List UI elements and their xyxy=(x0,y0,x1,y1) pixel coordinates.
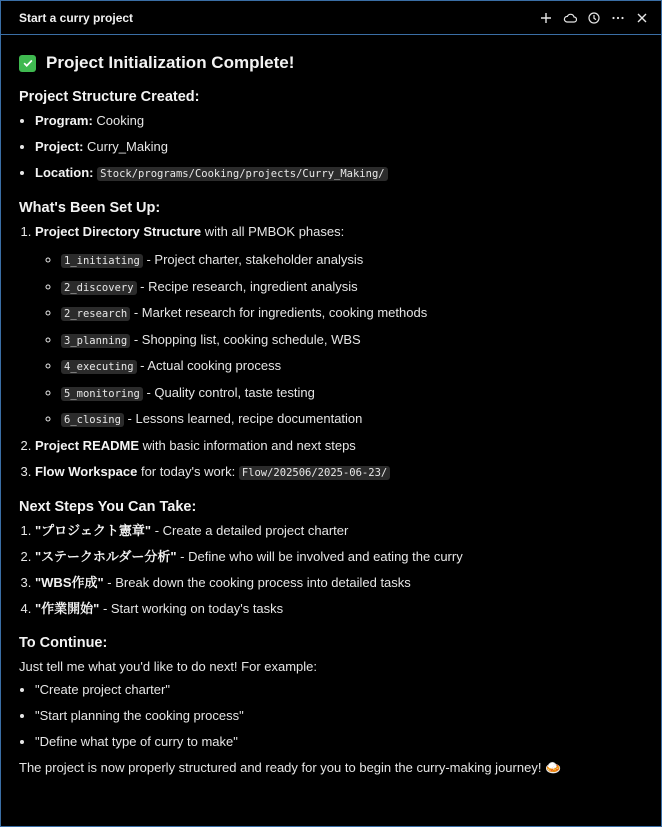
phase-item xyxy=(61,385,643,402)
phase-code: 5_monitoring xyxy=(61,387,143,401)
step-label: "作業開始" xyxy=(35,601,100,616)
phase-code: 2_discovery xyxy=(61,281,137,295)
location-path: Stock/programs/Cooking/projects/Curry_Making/ xyxy=(97,167,387,181)
step-label: "プロジェクト憲章" xyxy=(35,523,152,538)
phase-list xyxy=(35,252,643,428)
phase-desc: - Actual cooking process xyxy=(136,358,282,373)
check-mark-icon xyxy=(19,55,36,72)
title-bar-actions xyxy=(539,11,649,25)
list-item xyxy=(35,601,643,617)
completion-heading xyxy=(19,53,643,73)
list-item: • "Create project charter" xyxy=(35,682,643,698)
item-text: for today's work: xyxy=(137,464,239,479)
step-label: "ステークホルダー分析" xyxy=(35,549,177,564)
step-text: - Break down the cooking process into detailed tasks xyxy=(103,575,411,590)
item-text: with basic information and next steps xyxy=(139,438,356,453)
item-label: Flow Workspace xyxy=(35,464,138,479)
phase-code: 6_closing xyxy=(61,413,124,427)
phase-item xyxy=(61,252,643,269)
phase-code: 2_research xyxy=(61,307,130,321)
phase-desc: - Project charter, stakeholder analysis xyxy=(142,252,364,267)
structure-list xyxy=(19,113,643,182)
list-item xyxy=(35,575,643,591)
item-label: Project README xyxy=(35,438,140,453)
item-label: Project: xyxy=(35,139,84,154)
setup-title: What's Been Set Up: xyxy=(19,200,161,216)
continue-list xyxy=(19,682,643,750)
phase-code: 4_executing xyxy=(61,360,137,374)
phase-item xyxy=(61,305,643,322)
structure-title: Project Structure Created: xyxy=(19,89,200,105)
list-item xyxy=(35,438,643,454)
step-label: "WBS作成" xyxy=(35,575,104,590)
list-item xyxy=(35,549,643,565)
item-text: with all PMBOK phases: xyxy=(201,224,345,239)
window-title: Start a curry project xyxy=(19,10,134,25)
history-icon[interactable] xyxy=(587,11,601,25)
more-icon[interactable] xyxy=(611,11,625,25)
step-text: - Define who will be involved and eating the curry xyxy=(176,549,463,564)
next-steps-title: Next Steps You Can Take: xyxy=(19,499,197,515)
phase-code: 1_initiating xyxy=(61,254,143,268)
setup-list xyxy=(19,224,643,481)
phase-desc: - Quality control, taste testing xyxy=(142,384,315,400)
phase-item xyxy=(61,358,643,375)
cloud-icon[interactable] xyxy=(563,11,577,25)
close-icon[interactable] xyxy=(635,11,649,25)
continue-title: To Continue: xyxy=(19,635,108,651)
list-item xyxy=(35,165,643,182)
item-value: Cooking xyxy=(96,113,145,128)
list-item xyxy=(35,464,643,481)
message-content xyxy=(1,35,661,776)
item-value: Curry_Making xyxy=(87,139,168,154)
phase-desc: - Lessons learned, recipe documentation xyxy=(123,411,363,426)
list-item xyxy=(35,113,643,129)
item-label: Project Directory Structure xyxy=(35,224,202,239)
item-label: Location: xyxy=(35,165,94,180)
list-item: • "Define what type of curry to make" xyxy=(35,734,643,750)
step-text: - Start working on today's tasks xyxy=(99,601,284,616)
list-item xyxy=(35,523,643,539)
flow-path: Flow/202506/2025-06-23/ xyxy=(239,466,390,480)
item-label: Program: xyxy=(35,113,93,128)
phase-desc: - Market research for ingredients, cooking methods xyxy=(130,305,428,320)
list-item xyxy=(35,224,643,428)
title-bar xyxy=(1,1,661,35)
phase-code: 3_planning xyxy=(61,334,130,348)
phase-item xyxy=(61,411,643,428)
list-item: • "Start planning the cooking process" xyxy=(35,708,643,724)
list-item xyxy=(35,139,643,155)
phase-desc: - Recipe research, ingredient analysis xyxy=(136,278,358,294)
phase-desc: - Shopping list, cooking schedule, WBS xyxy=(130,331,361,347)
next-steps-list xyxy=(19,523,643,617)
closing-text: The project is now properly structured and ready for you to begin the curry-making journey! 🍛 xyxy=(19,760,562,775)
plus-icon[interactable] xyxy=(539,11,553,25)
step-text: - Create a detailed project charter xyxy=(151,523,349,538)
heading-text: Project Initialization Complete! xyxy=(46,53,295,72)
phase-item xyxy=(61,332,643,349)
continue-intro: Just tell me what you'd like to do next! For example: xyxy=(19,659,318,674)
phase-item xyxy=(61,279,643,296)
